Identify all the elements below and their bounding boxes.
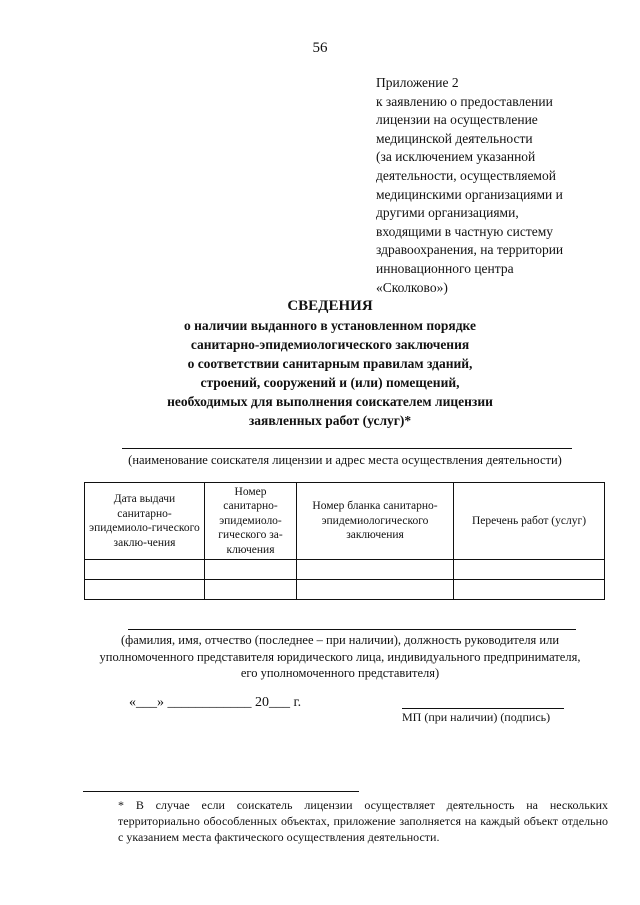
appendix-line: лицензии на осуществление	[376, 112, 538, 128]
appendix-line: медицинской деятельности	[376, 130, 533, 146]
table-row	[85, 580, 605, 600]
table-cell[interactable]	[297, 560, 454, 580]
representative-caption-line: его уполномоченного представителя)	[240, 666, 440, 680]
subtitle-line: о соответствии санитарным правилам зданий,	[187, 356, 473, 371]
footnote-separator	[83, 791, 359, 792]
appendix-line: медицинскими организациями и	[376, 186, 563, 202]
table-cell[interactable]	[454, 580, 605, 600]
subtitle-line: необходимых для выполнения соискателем лицензии	[167, 394, 493, 409]
table-cell[interactable]	[85, 580, 205, 600]
page-number: 56	[312, 40, 328, 56]
subtitle-line: заявленных работ (услуг)*	[248, 413, 412, 428]
date-line: «___» ____________ 20___ г.	[129, 695, 302, 710]
appendix-line: (за исключением указанной	[376, 149, 536, 165]
appendix-line: Приложение 2	[376, 75, 459, 90]
table-cell[interactable]	[297, 580, 454, 600]
document-title: СВЕДЕНИЯ	[287, 298, 373, 314]
document-title-block	[80, 297, 580, 430]
subtitle-line: санитарно-эпидемиологического заключения	[190, 337, 470, 352]
table-header-row	[85, 483, 605, 560]
appendix-line: «Сколково»)	[376, 279, 448, 295]
appendix-line: деятельности, осуществляемой	[376, 167, 556, 183]
representative-blank-line	[128, 629, 576, 630]
appendix-line: инновационного центра	[376, 260, 514, 276]
appendix-note	[376, 74, 626, 297]
column-header-issue-date: Дата выдачи санитарно-эпидемиоло-гического заклю-чения	[85, 483, 205, 560]
representative-caption	[80, 632, 600, 682]
table-row	[85, 560, 605, 580]
appendix-line: входящими в частную систему	[376, 223, 554, 239]
column-header-form-number: Номер бланка санитарно-эпидемиологического заключения	[297, 483, 454, 560]
table-cell[interactable]	[454, 560, 605, 580]
representative-caption-line: (фамилия, имя, отчество (последнее – при наличии), должность руководителя или	[120, 633, 560, 647]
appendix-line: другими организациями,	[376, 205, 519, 221]
footnote: * В случае если соискатель лицензии осуществляет деятельность на нескольких территориально обособленных объектах, приложение заполняется на каждый объект отдельно с указанием места фактического осуществления деятельности.	[118, 798, 608, 844]
table-cell[interactable]	[205, 560, 297, 580]
column-header-conclusion-number: Номер санитарно-эпидемиоло-гического за-ключения	[205, 483, 297, 560]
representative-caption-line: уполномоченного представителя юридического лица, индивидуального предпринимателя,	[99, 649, 581, 664]
signature-blank-line	[402, 708, 564, 709]
subtitle-line: строений, сооружений и (или) помещений,	[200, 375, 460, 390]
appendix-line: здравоохранения, на территории	[376, 242, 564, 258]
column-header-works-list: Перечень работ (услуг)	[454, 483, 605, 560]
appendix-line: к заявлению о предоставлении	[376, 93, 553, 109]
signature-label: МП (при наличии) (подпись)	[402, 710, 551, 724]
applicant-caption: (наименование соискателя лицензии и адрес места осуществления деятельности)	[128, 453, 562, 467]
subtitle-line: о наличии выданного в установленном порядке	[184, 318, 476, 333]
table-cell[interactable]	[205, 580, 297, 600]
table-cell[interactable]	[85, 560, 205, 580]
info-table	[84, 482, 605, 600]
applicant-blank-line	[122, 448, 572, 449]
